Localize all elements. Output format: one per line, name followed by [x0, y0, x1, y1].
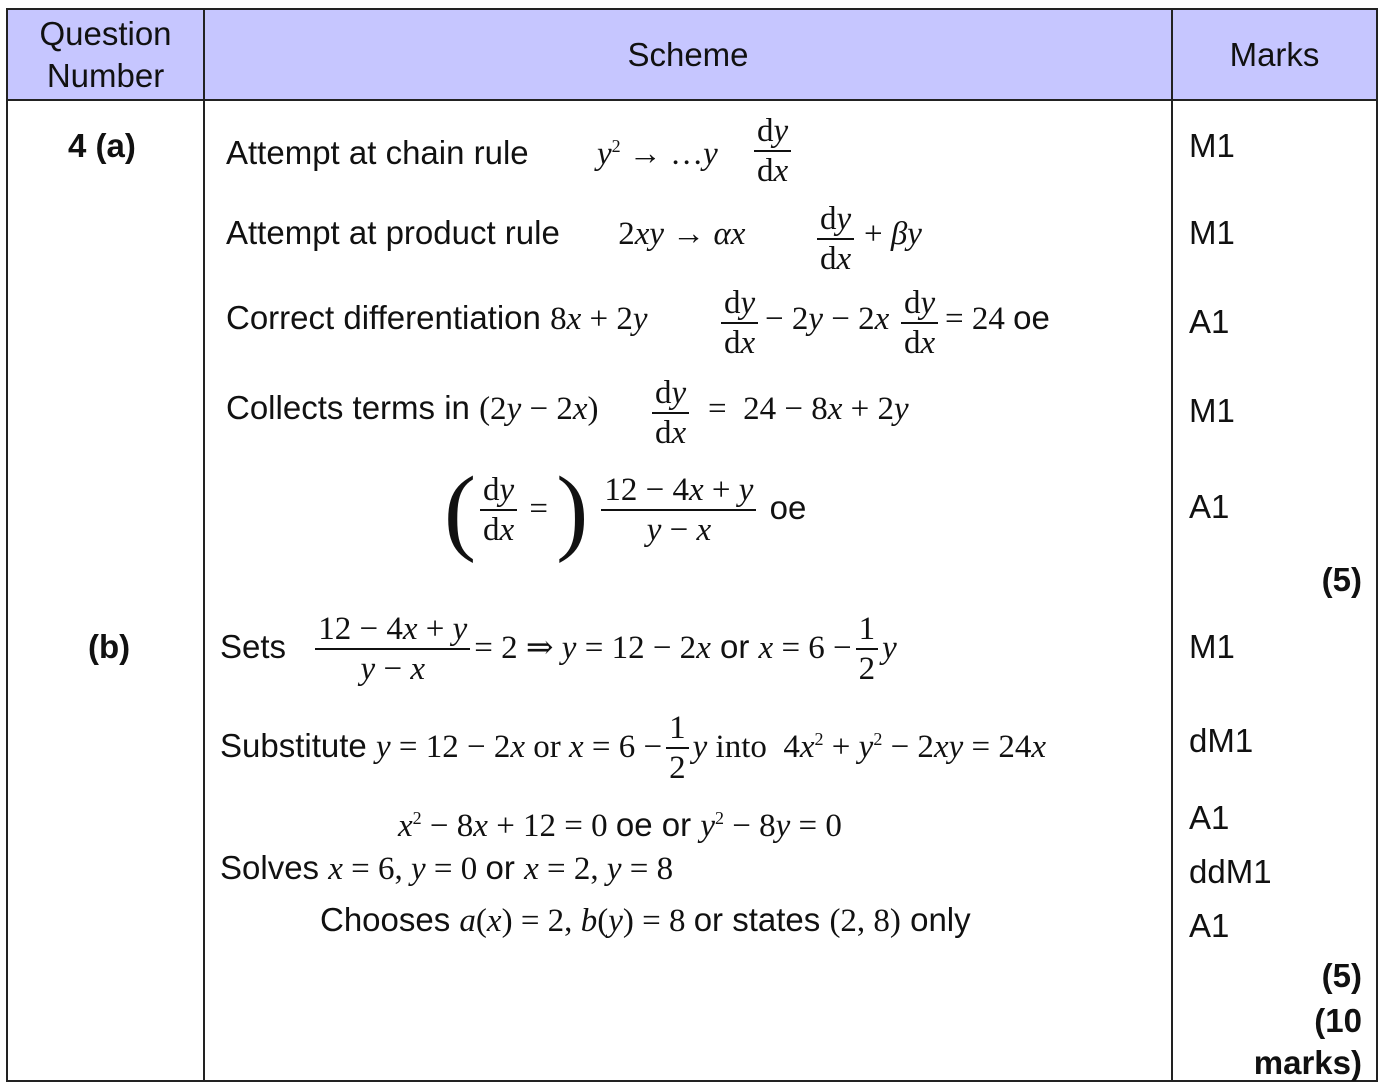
mark-b4: ddM1	[1189, 853, 1272, 890]
part-a-total: (5)	[1321, 561, 1362, 598]
row-a3-text: Correct differentiation	[226, 299, 541, 336]
differentiation-mid: − 2y − 2x	[765, 301, 890, 337]
row-a5-suffix: oe	[769, 489, 807, 526]
scheme-row-b1: Sets $\frac{12 - 4x + y}{y - x}$ = 2 ⇒ y = 12 − 2x or x = 6 − $\frac{1}{2}$ y	[220, 611, 897, 688]
dy-dx-fraction: $\frac{dy}{dx}$	[901, 284, 938, 362]
row-b4-text: Solves	[220, 849, 320, 886]
row-b1-connector: or	[720, 628, 750, 665]
part-b-total: (5)	[1321, 957, 1362, 994]
row-a4-text: Collects terms in	[226, 389, 470, 426]
grand-total: (10 marks)	[1253, 1002, 1362, 1081]
product-rule-tail: + βy	[864, 216, 922, 252]
scheme-row-b4: Solves x = 6, y = 0 or x = 2, y = 8	[220, 849, 674, 887]
scheme-row-a1: Attempt at chain rule $y^2$ → …y	[226, 134, 718, 172]
row-b3-connector: oe or	[615, 806, 692, 843]
header-marks	[1173, 10, 1376, 99]
mark-scheme-table	[6, 8, 1378, 1082]
mark-b1: M1	[1189, 628, 1235, 665]
mark-a5: A1	[1189, 488, 1230, 525]
header-scheme	[205, 10, 1171, 99]
scheme-row-b5: Chooses a(x) = 2, b(y) = 8 or states (2, 8) only	[320, 901, 971, 939]
scheme-row-a4: Collects terms in (2y − 2x)	[226, 389, 599, 427]
column-divider-1	[203, 10, 205, 1080]
row-b1-text: Sets	[220, 628, 287, 665]
row-a3-suffix: oe	[1013, 299, 1050, 336]
mark-a4: M1	[1189, 392, 1235, 429]
part-b-label: (b)	[88, 628, 131, 665]
scheme-row-a2: Attempt at product rule 2xy → αx	[226, 214, 746, 252]
dy-dx-fraction: $\frac{dy}{dx}$	[652, 374, 689, 452]
mark-b2: dM1	[1189, 722, 1254, 759]
row-b4-connector: or	[485, 849, 515, 886]
row-a1-text: Attempt at chain rule	[226, 134, 529, 171]
header-question-number-label: Question Number	[39, 14, 172, 94]
mark-a3: A1	[1189, 303, 1230, 340]
row-a2-text: Attempt at product rule	[226, 214, 560, 251]
mark-b3: A1	[1189, 799, 1230, 836]
collect-terms-tail: = 24 − 8x + 2y	[708, 391, 909, 427]
mark-b5: A1	[1189, 907, 1230, 944]
header-divider	[8, 99, 1376, 101]
scheme-row-a5: ( $\frac{dy}{dx}$ = ) $\frac{12 - 4x + y}{y - x}$ oe	[444, 456, 807, 564]
mark-a2: M1	[1189, 214, 1235, 251]
column-divider-2	[1171, 10, 1173, 1080]
scheme-row-b3: $x^2 - 8x + 12 = 0$ oe or $y^2 - 8y = 0$	[398, 806, 842, 844]
scheme-row-a3: Correct differentiation 8x + 2y	[226, 299, 648, 337]
dy-dx-fraction: $\frac{dy}{dx}$	[817, 200, 854, 278]
header-marks-label: Marks	[1229, 35, 1320, 73]
row-b5-suffix: only	[910, 901, 971, 938]
row-b2-text: Substitute	[220, 727, 367, 764]
dy-dx-fraction: $\frac{dy}{dx}$	[754, 112, 791, 190]
row-b5-connector: or states	[693, 901, 821, 938]
header-question-number	[8, 10, 203, 99]
header-scheme-label: Scheme	[627, 35, 749, 73]
dy-dx-fraction: $\frac{dy}{dx}$	[721, 284, 758, 362]
part-a-label: 4 (a)	[68, 127, 136, 164]
scheme-row-b2: Substitute y = 12 − 2x or x = 6 − $\frac{1}{2}$ y into $4x^2 + y^2 - 2xy = 24x$	[220, 710, 1047, 787]
row-b5-text: Chooses	[320, 901, 451, 938]
mark-a1: M1	[1189, 127, 1235, 164]
differentiation-tail: = 24 oe	[945, 299, 1050, 337]
